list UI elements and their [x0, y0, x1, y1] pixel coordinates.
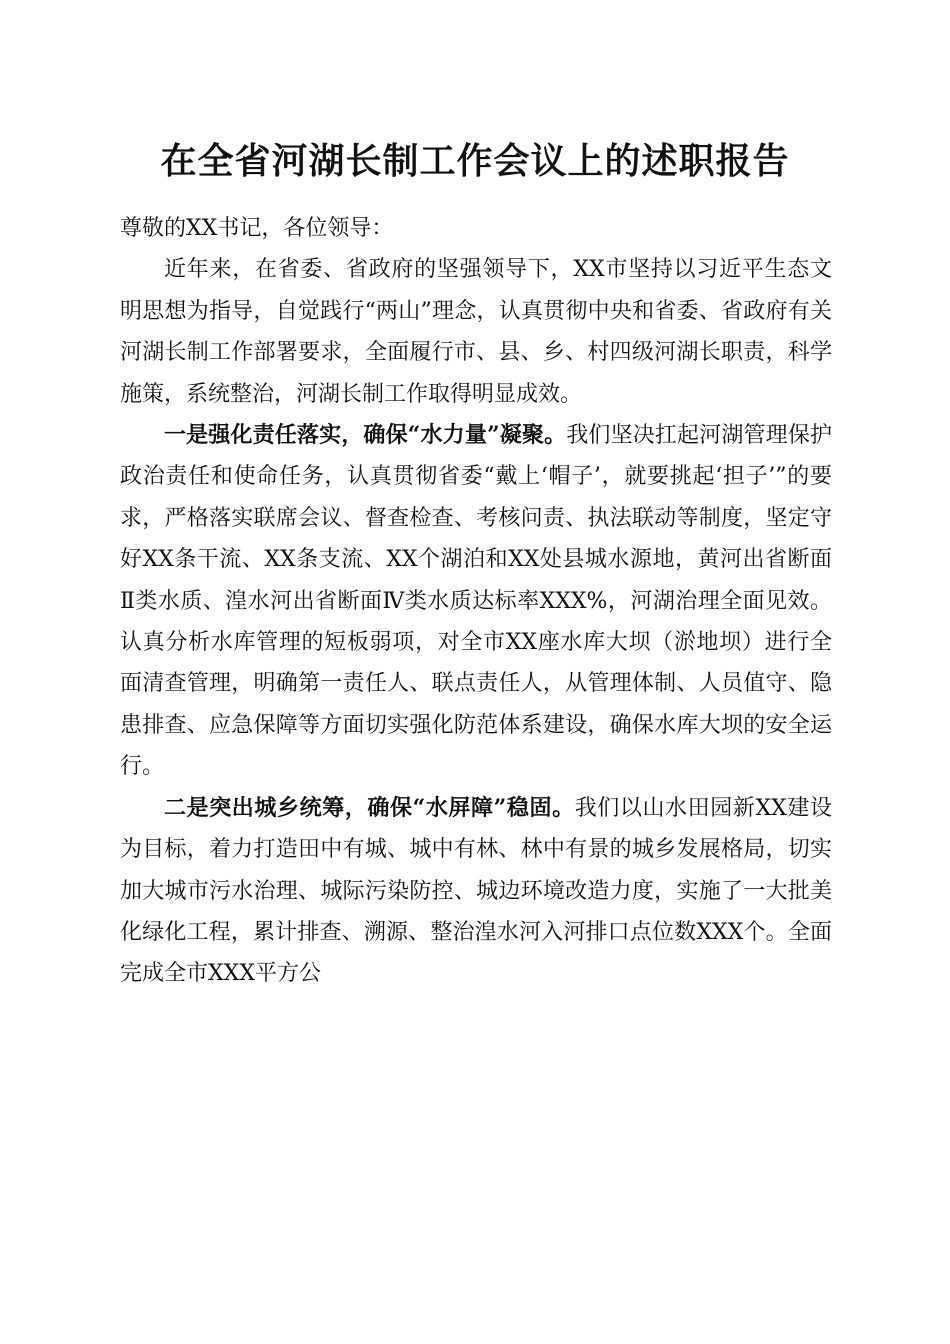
paragraph-responsibility-text: 我们坚决扛起河湖管理保护政治责任和使命任务，认真贯彻省委“戴上‘帽子’，就要挑起‘担子’”的要求，严格落实联席会议、督查检查、考核问责、执法联动等制度，坚定守好XX条干流、XX条支流、XX个湖泊和XX处县城水源地，黄河出省断面Ⅱ类水质、湟水河出省断面Ⅳ类水质达标率XXX%，河湖治理全面见效。认真分析水库管理的短板弱项，对全市XX座水库大坝（淤地坝）进行全面清查管理，明确第一责任人、联点责任人，从管理体制、人员值守、隐患排查、应急保障等方面切实强化防范体系建设，确保水库大坝的安全运行。	[120, 423, 832, 780]
paragraph-responsibility	[120, 415, 832, 788]
paragraph-responsibility-heading: 一是强化责任落实，确保“水力量”凝聚。	[164, 422, 567, 449]
paragraph-intro	[120, 249, 832, 415]
paragraph-intro-text: 近年来，在省委、省政府的坚强领导下，XX市坚持以习近平生态文明思想为指导，自觉践行“两山”理念，认真贯彻中央和省委、省政府有关河湖长制工作部署要求，全面履行市、县、乡、村四级河湖长职责，科学施策，系统整治，河湖长制工作取得明显成效。	[120, 257, 832, 407]
paragraph-urban-rural-text: 我们以山水田园新XX建设为目标，着力打造田中有城、城中有林、林中有景的城乡发展格局，切实加大城市污水治理、城际污染防控、城边环境改造力度，实施了一大批美化绿化工程，累计排查、溯源、整治湟水河入河排口点位数XXX个。全面完成全市XXX平方公	[120, 795, 832, 987]
document-body	[120, 208, 832, 995]
paragraph-urban-rural	[120, 788, 832, 995]
document-title: 在全省河湖长制工作会议上的述职报告	[160, 140, 790, 182]
paragraph-urban-rural-heading: 二是突出城乡统筹，确保“水屏障”稳固。	[164, 794, 575, 821]
salutation: 尊敬的XX书记，各位领导：	[120, 216, 394, 241]
